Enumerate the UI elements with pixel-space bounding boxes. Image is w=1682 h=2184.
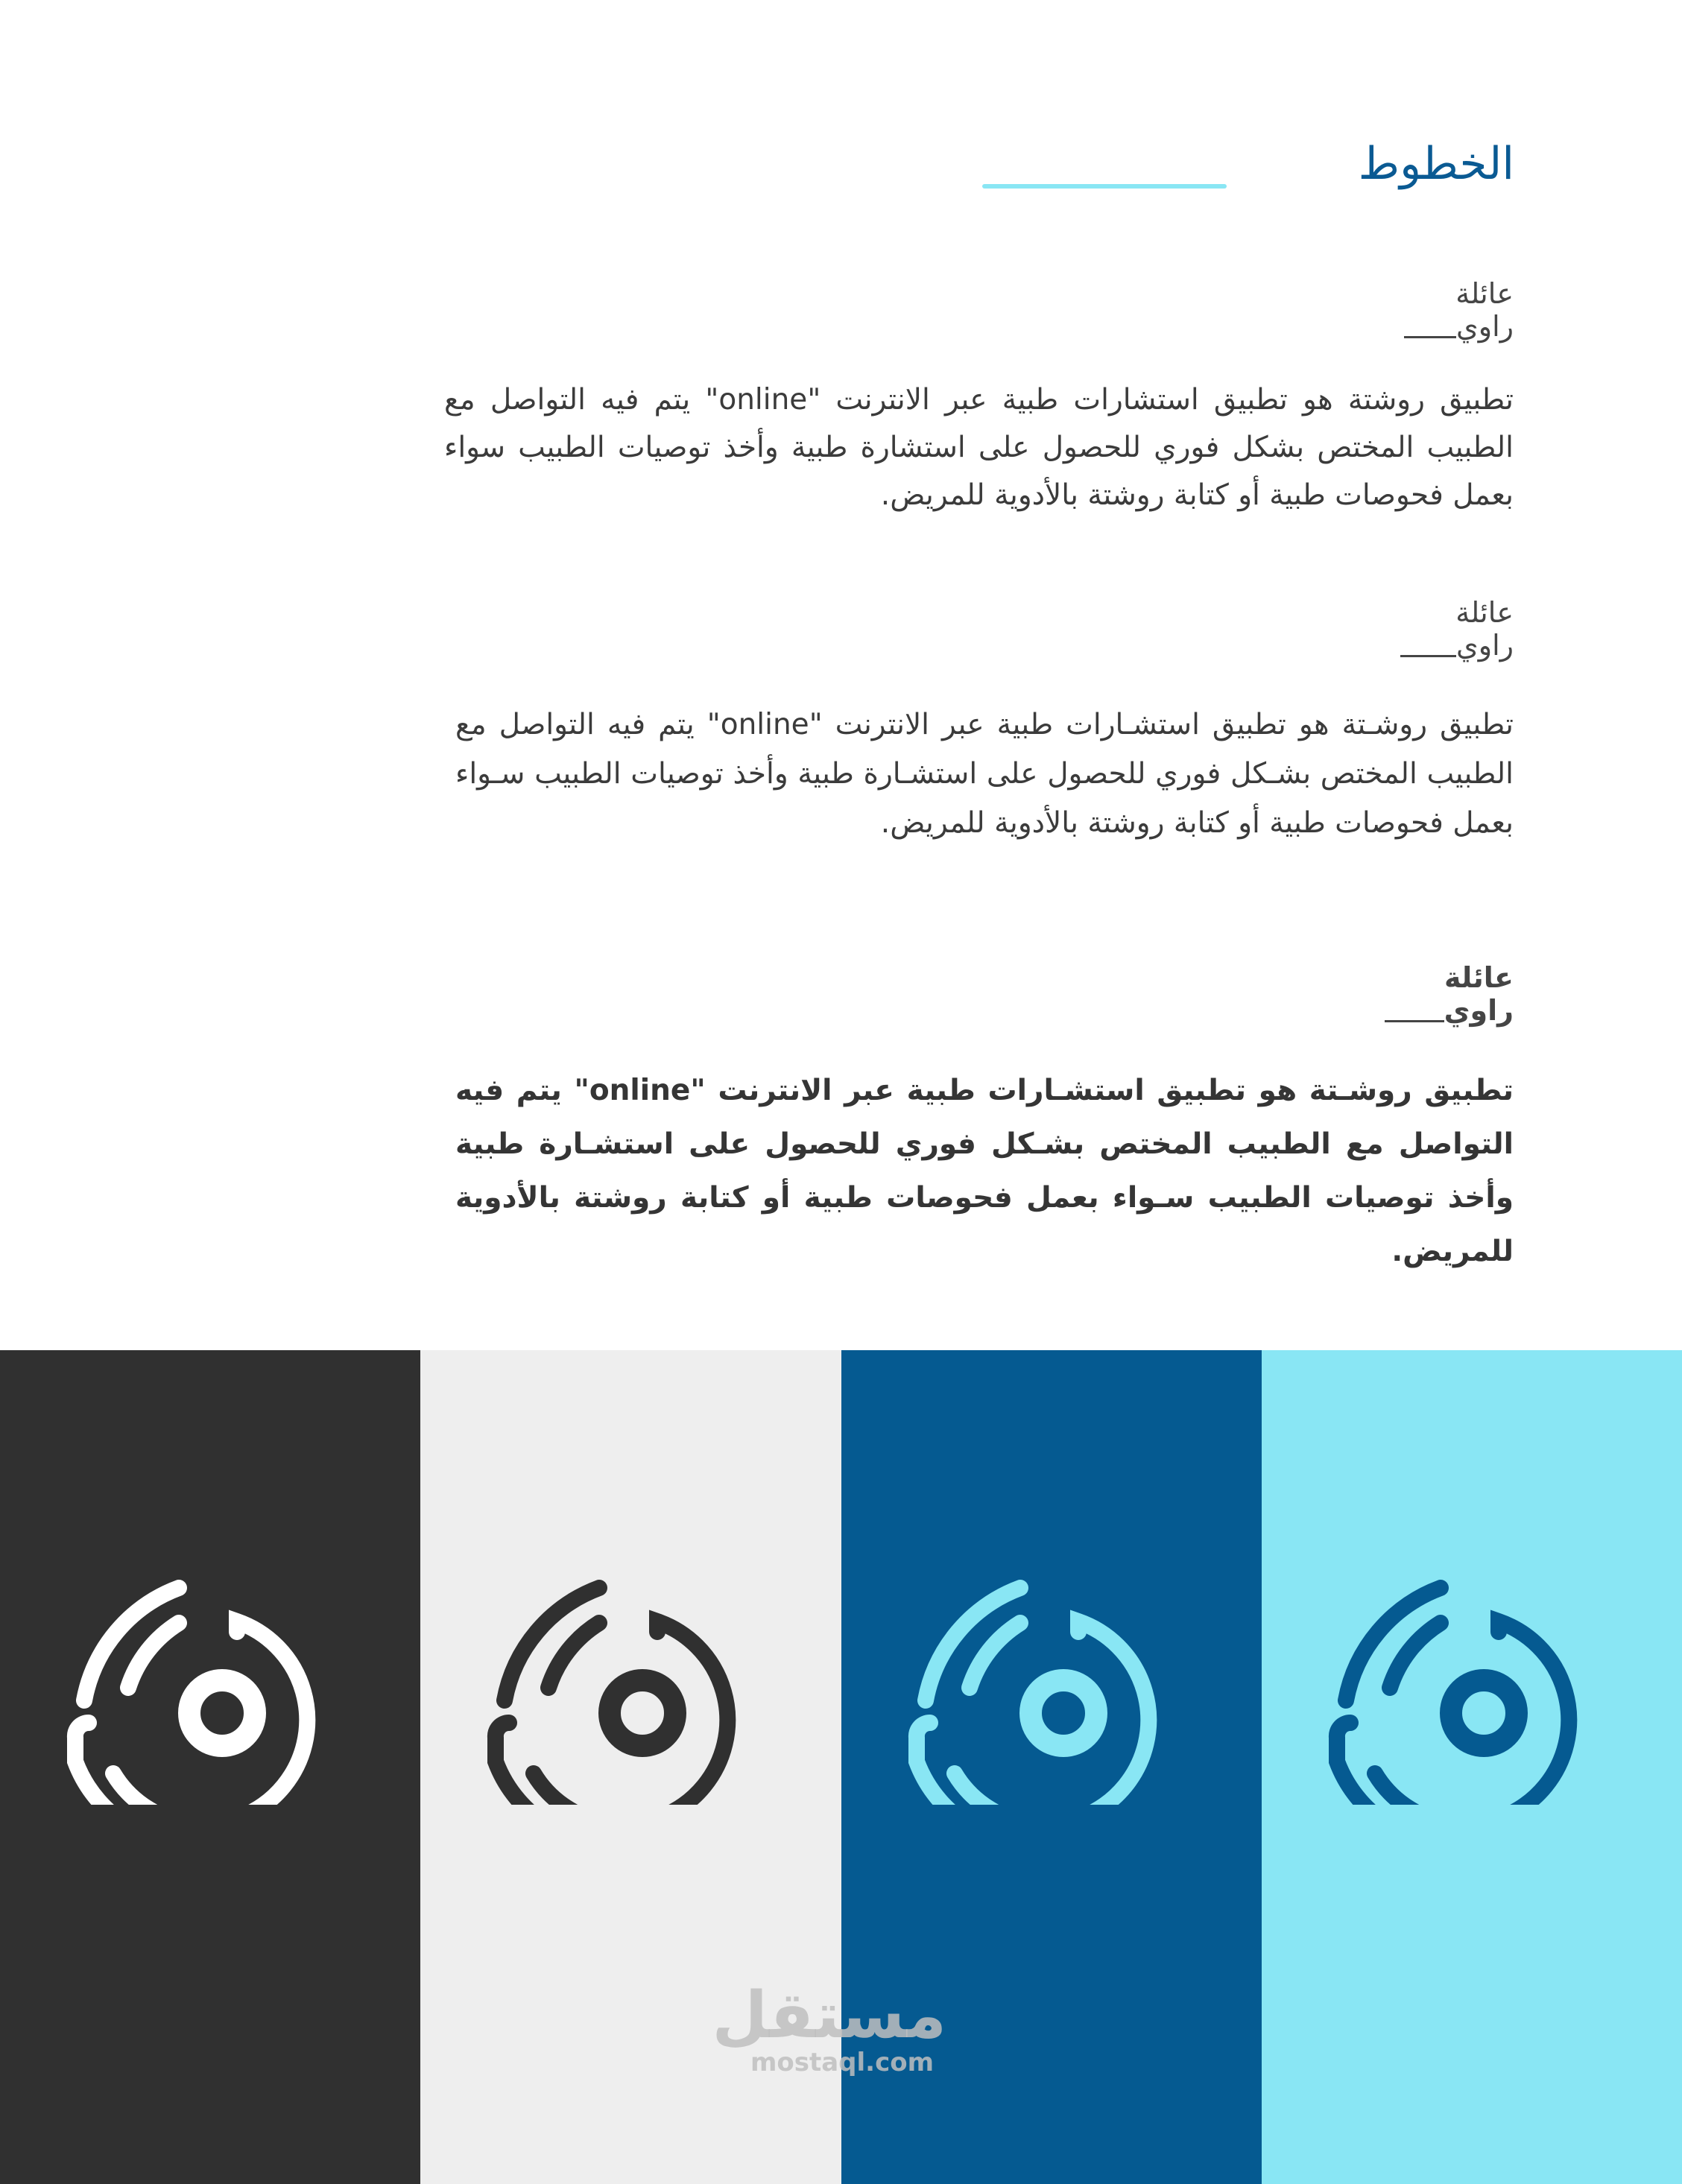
font-family-label: عائلة (1455, 596, 1514, 629)
logo-icon (486, 1566, 777, 1805)
page-title: الخطوط (1358, 138, 1514, 190)
title-accent-line (982, 184, 1227, 189)
font-family-label: عائلة (1444, 961, 1514, 994)
font-family-name-row (1400, 629, 1514, 662)
font-family-block-1 (1404, 277, 1514, 343)
font-family-name: راوي (1444, 994, 1514, 1027)
watermark-latin: mostaql.com (750, 2048, 935, 2077)
logo-icon (66, 1566, 356, 1805)
logo-icon (1327, 1566, 1618, 1805)
watermark-arabic: مستقل (712, 1978, 946, 2053)
sample-paragraph-bold: تطبيق روشـتة هو تطبيق استشـارات طبية عبر الانترنت "online" يتم فيه التواصل مع الطبيب المختص بشـكل فوري للحصول على استشـارة طبية وأخذ توصيات الطبيب سـواء بعمل فحوصات طبية أو كتابة روشتة بالأدوية للمريض. (455, 1074, 1514, 1268)
logo-icon (907, 1566, 1198, 1805)
font-family-name-row (1404, 310, 1514, 343)
sample-paragraph-regular: تطبيق روشتة هو تطبيق استشارات طبية عبر الانترنت "online" يتم فيه التواصل مع الطبيب المختص بشكل فوري للحصول على استشارة طبية وأخذ توصيات الطبيب سواء بعمل فحوصات طبية أو كتابة روشتة بالأدوية للمريض. (444, 383, 1514, 512)
font-family-name-row (1385, 994, 1514, 1027)
sample-paragraph-medium: تطبيق روشـتة هو تطبيق استشـارات طبية عبر الانترنت "online" يتم فيه التواصل مع الطبيب المختص بشـكل فوري للحصول على استشـارة طبية وأخذ توصيات الطبيب سـواء بعمل فحوصات طبية أو كتابة روشتة بالأدوية للمريض. (455, 708, 1514, 840)
font-family-block-2 (1400, 596, 1514, 662)
swatch-cyan (1262, 1350, 1682, 2184)
font-family-underline (1404, 336, 1456, 338)
font-family-label: عائلة (1455, 277, 1514, 310)
font-family-name: راوي (1455, 310, 1514, 343)
font-family-name: راوي (1455, 629, 1514, 662)
font-family-underline (1400, 655, 1456, 657)
font-family-underline (1385, 1020, 1444, 1022)
swatch-dark (0, 1350, 420, 2184)
font-family-block-3 (1385, 961, 1514, 1027)
watermark (712, 1978, 946, 2077)
